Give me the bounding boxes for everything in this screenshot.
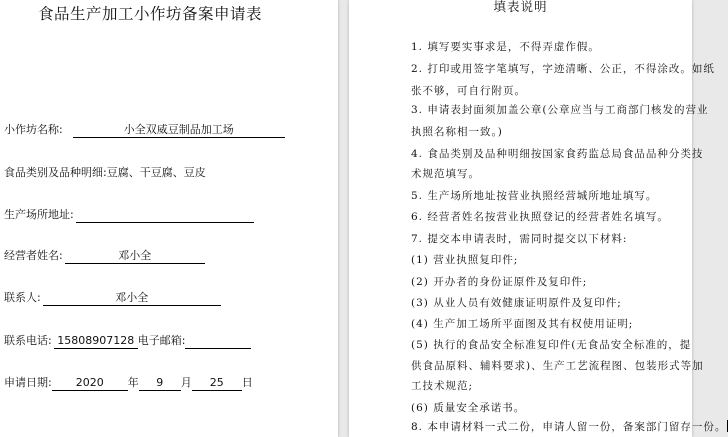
workshop-name-field[interactable]: 小全双威豆制品加工场 [73,123,285,138]
date-row [4,374,253,391]
month-unit: 月 [180,376,192,389]
email-label: 电子邮箱: [137,334,186,347]
instruction-line: 供食品原料、辅料要求)、生产工艺流程图、包装形式等加 [411,360,704,372]
month-field[interactable]: 9 [139,376,181,391]
year-field[interactable]: 2020 [52,376,128,391]
address-field[interactable] [76,208,254,223]
instruction-line: 执照名称相一致。) [411,126,503,138]
day-unit: 日 [241,376,253,389]
year-unit: 年 [127,376,139,389]
product-types-row [4,164,206,181]
operator-row [4,247,205,264]
instruction-line: 2. 打印或用签字笔填写，字迹清晰、公正，不得涂改。如纸 [411,63,715,75]
address-label: 生产场所地址: [4,208,74,221]
instruction-line: 4. 食品类别及品种明细按国家食药监总局食品品种分类技 [411,148,704,160]
instruction-line: (6) 质量安全承诺书。 [411,402,526,414]
instructions-title: 填表说明 [493,0,548,14]
instruction-line: (4) 生产加工场所平面图及其有权使用证明; [411,318,634,330]
contact-label: 联系人: [4,291,41,304]
phone-field[interactable]: 15808907128 [54,334,138,349]
instruction-line: 3. 申请表封面须加盖公章(公章应当与工商部门核发的营业 [411,104,709,116]
day-field[interactable]: 25 [192,376,242,391]
form-page [0,0,338,437]
contact-field[interactable]: 邓小全 [43,291,221,306]
operator-label: 经营者姓名: [4,249,63,262]
instruction-line: 1. 填写要实事求是，不得弄虚作假。 [411,41,600,53]
workshop-name-label: 小作坊名称: [4,123,63,136]
instructions-page [349,0,727,437]
form-title: 食品生产加工小作坊备案申请表 [37,5,262,23]
instruction-line: (3) 从业人员有效健康证明原件及复印件; [411,297,622,309]
phone-row [4,332,251,349]
instruction-line: (2) 开办者的身份证原件及复印件; [411,276,588,288]
operator-field[interactable]: 邓小全 [65,249,205,264]
contact-row [4,289,221,306]
phone-label: 联系电话: [4,334,52,347]
date-label: 申请日期: [4,376,52,389]
instruction-line: 7. 提交本申请表时，需同时提交以下材料: [411,233,628,245]
address-row [4,206,254,223]
instruction-line: 术规范填写。 [411,168,480,180]
email-field[interactable] [185,334,251,349]
instruction-line: (1) 营业执照复印件; [411,254,519,266]
workshop-name-row [4,121,285,138]
product-types-label: 食品类别及品种明细: [4,166,107,179]
instruction-line: 6. 经营者姓名按营业执照登记的经营者姓名填写。 [411,211,669,223]
instruction-line: 工技术规范; [411,380,474,392]
product-types-value[interactable]: 豆腐、干豆腐、豆皮 [106,166,206,179]
instruction-line: (5) 执行的食品安全标准复印件(无食品安全标准的，提 [411,339,692,351]
instruction-line: 5. 生产场所地址按营业执照经营城所地址填写。 [411,190,658,202]
instruction-line: 张不够，可自行附页。 [411,85,526,97]
instruction-line: 8. 本申请材料一式二份，申请人留一份，备案部门留存一份。 [411,421,727,433]
